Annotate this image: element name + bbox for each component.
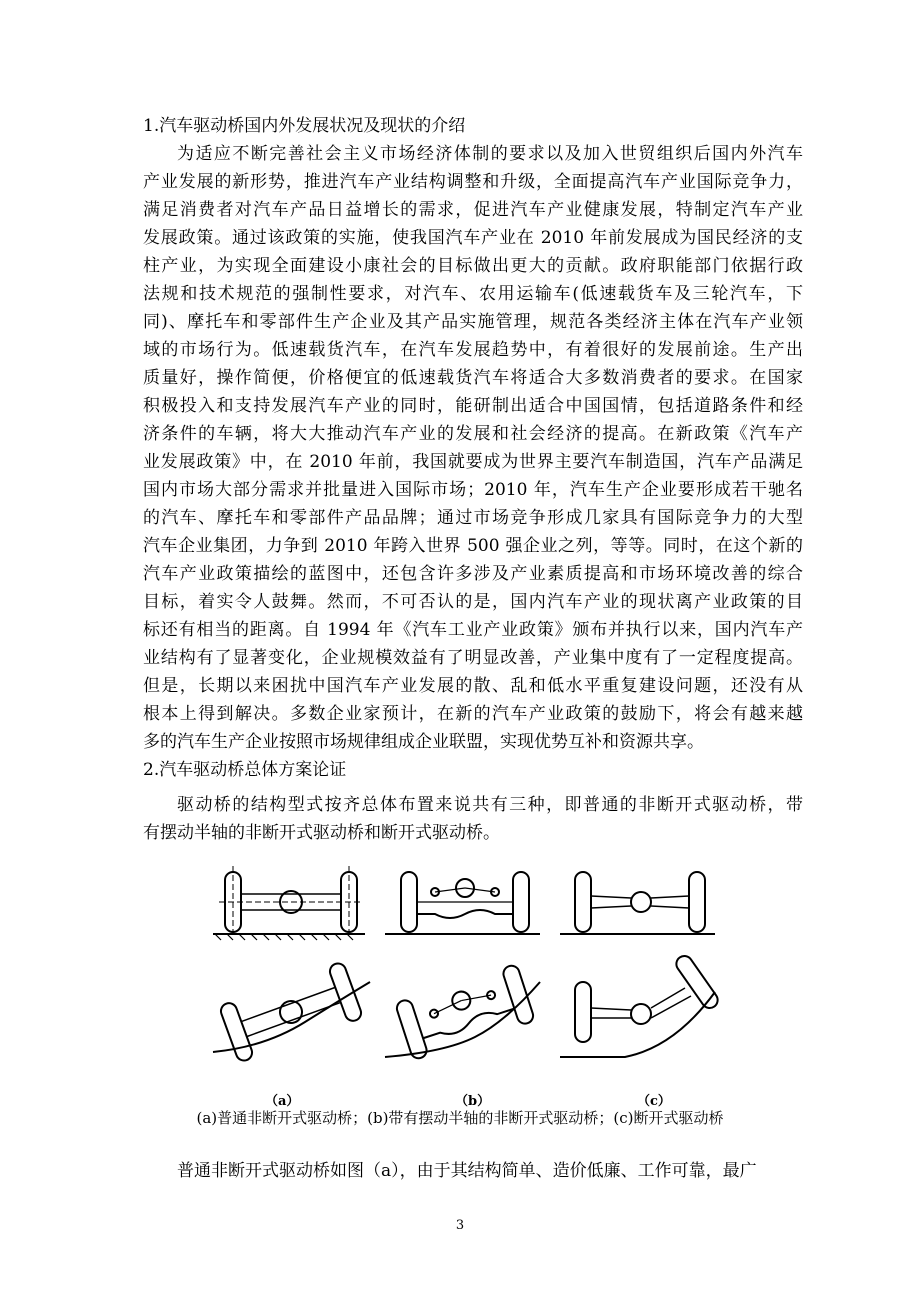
page-number: 3 bbox=[455, 1218, 465, 1233]
paragraph-line: 根本上得到解决。多数企业家预计，在新的汽车产业政策的鼓励下，将会有越来越 bbox=[143, 704, 803, 724]
axle-a-flat bbox=[213, 866, 365, 940]
figure-label-b: （b） bbox=[455, 1094, 491, 1109]
paragraph-line: 济条件的车辆，将大大推动汽车产业的发展和社会经济的提高。在新政策《汽车产 bbox=[143, 424, 803, 444]
paragraph-line: 积极投入和支持发展汽车产业的同时，能研制出适合中国国情，包括道路条件和经 bbox=[143, 396, 803, 416]
axle-b-flat bbox=[385, 872, 540, 934]
drive-axle-figure bbox=[205, 862, 725, 1109]
paragraph-line: 多的汽车生产企业按照市场规律组成企业联盟，实现优势互补和资源共享。 bbox=[143, 732, 704, 752]
paragraph-line: 满足消费者对汽车产品日益增长的需求，促进汽车产业健康发展，特制定汽车产业 bbox=[143, 200, 803, 220]
paragraph-line: 法规和技术规范的强制性要求，对汽车、农用运输车(低速载货车及三轮汽车，下 bbox=[143, 284, 803, 304]
paragraph-line: 同)、摩托车和零部件生产企业及其产品实施管理，规范各类经济主体在汽车产业领 bbox=[143, 312, 803, 332]
figure-label-a: （a） bbox=[265, 1094, 300, 1109]
paragraph-line: 产业发展的新形势，推进汽车产业结构调整和升级，全面提高汽车产业国际竞争力， bbox=[143, 172, 803, 192]
paragraph-line: 发展政策。通过该政策的实施，使我国汽车产业在 2010 年前发展成为国民经济的支 bbox=[143, 228, 803, 248]
drive-axle-diagram bbox=[205, 862, 725, 1102]
paragraph-line: 的汽车、摩托车和零部件产品品牌；通过市场竞争形成几家具有国际竞争力的大型 bbox=[143, 508, 803, 528]
paragraph-line: 普通非断开式驱动桥如图（a），由于其结构简单、造价低廉、工作可靠，最广 bbox=[177, 1161, 757, 1181]
paragraph-line: 汽车企业集团，力争到 2010 年跨入世界 500 强企业之列，等等。同时，在这个新的 bbox=[143, 536, 803, 556]
paragraph-line: 柱产业，为实现全面建设小康社会的目标做出更大的贡献。政府职能部门依据行政 bbox=[143, 256, 803, 276]
paragraph-line: 有摆动半轴的非断开式驱动桥和断开式驱动桥。 bbox=[143, 823, 500, 843]
figure-caption: (a)普通非断开式驱动桥；(b)带有摆动半轴的非断开式驱动桥；(c)断开式驱动桥 bbox=[196, 1109, 724, 1127]
paragraph-line: 域的市场行为。低速载货汽车，在汽车发展趋势中，有着很好的发展前途。生产出 bbox=[143, 340, 803, 360]
section-heading-1: 1.汽车驱动桥国内外发展状况及现状的介绍 bbox=[143, 116, 466, 136]
paragraph-line: 国内市场大部分需求并批量进入国际市场；2010 年，汽车生产企业要形成若干驰名 bbox=[143, 480, 803, 500]
axle-c-tilted bbox=[560, 953, 721, 1057]
paragraph-line: 业结构有了显著变化，企业规模效益有了明显改善，产业集中度有了一定程度提高。 bbox=[143, 648, 803, 668]
paragraph-line: 为适应不断完善社会主义市场经济体制的要求以及加入世贸组织后国内外汽车 bbox=[177, 144, 803, 164]
axle-a-tilted bbox=[213, 961, 370, 1063]
section-heading-2: 2.汽车驱动桥总体方案论证 bbox=[143, 760, 347, 780]
paragraph-line: 标还有相当的距离。自 1994 年《汽车工业产业政策》颁布并执行以来，国内汽车产 bbox=[143, 620, 803, 640]
paragraph-line: 目标，着实令人鼓舞。然而，不可否认的是，国内汽车产业的现状离产业政策的目 bbox=[143, 592, 803, 612]
paragraph-line: 业发展政策》中，在 2010 年前，我国就要成为世界主要汽车制造国，汽车产品满足 bbox=[143, 452, 803, 472]
figure-label-c: （c） bbox=[637, 1094, 671, 1109]
paragraph-line: 但是，长期以来困扰中国汽车产业发展的散、乱和低水平重复建设问题，还没有从 bbox=[143, 676, 803, 696]
axle-b-tilted bbox=[385, 964, 540, 1061]
paragraph-line: 驱动桥的结构型式按齐总体布置来说共有三种，即普通的非断开式驱动桥，带 bbox=[177, 795, 803, 815]
axle-c-flat bbox=[560, 872, 715, 934]
paragraph-line: 汽车产业政策描绘的蓝图中，还包含许多涉及产业素质提高和市场环境改善的综合 bbox=[143, 564, 803, 584]
paragraph-line: 质量好，操作简便，价格便宜的低速载货汽车将适合大多数消费者的要求。在国家 bbox=[143, 368, 803, 388]
